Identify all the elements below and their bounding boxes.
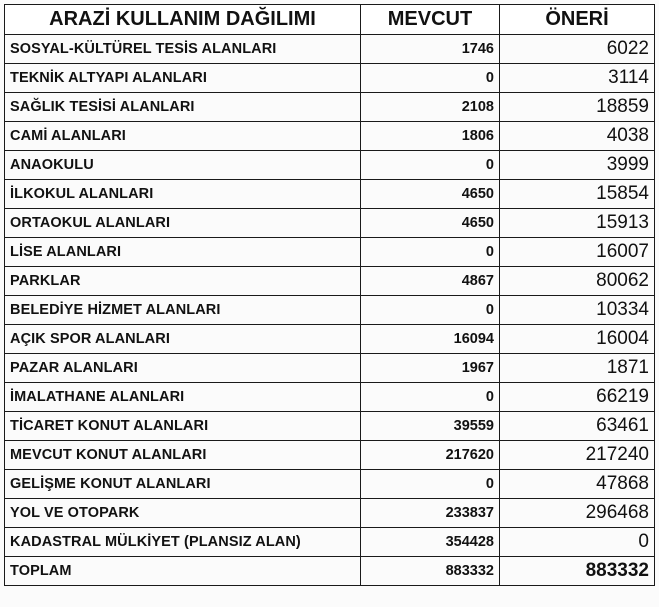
row-name: İLKOKUL ALANLARI [5, 180, 361, 209]
table-header-row [5, 5, 655, 35]
row-current: 2108 [361, 93, 500, 122]
row-name: TEKNİK ALTYAPI ALANLARI [5, 64, 361, 93]
row-current: 0 [361, 151, 500, 180]
row-name: TİCARET KONUT ALANLARI [5, 412, 361, 441]
table-row [5, 383, 655, 412]
table-row [5, 470, 655, 499]
table-body [5, 35, 655, 586]
table-row [5, 528, 655, 557]
row-current: 1746 [361, 35, 500, 64]
header-land-use: ARAZİ KULLANIM DAĞILIMI [5, 5, 361, 35]
row-proposed: 0 [500, 528, 655, 557]
row-current: 4650 [361, 180, 500, 209]
row-name: SAĞLIK TESİSİ ALANLARI [5, 93, 361, 122]
table-row [5, 412, 655, 441]
row-proposed: 4038 [500, 122, 655, 151]
table-row [5, 35, 655, 64]
row-current: 0 [361, 470, 500, 499]
table-row [5, 325, 655, 354]
table-row [5, 441, 655, 470]
row-proposed: 47868 [500, 470, 655, 499]
row-current: 1967 [361, 354, 500, 383]
row-proposed: 15913 [500, 209, 655, 238]
row-current: 217620 [361, 441, 500, 470]
row-current: 16094 [361, 325, 500, 354]
table-row [5, 296, 655, 325]
row-name: SOSYAL-KÜLTÜREL TESİS ALANLARI [5, 35, 361, 64]
header-proposed: ÖNERİ [500, 5, 655, 35]
row-current: 4650 [361, 209, 500, 238]
total-label: TOPLAM [5, 557, 361, 586]
row-name: PAZAR ALANLARI [5, 354, 361, 383]
row-current: 0 [361, 383, 500, 412]
table-row [5, 238, 655, 267]
row-proposed: 16004 [500, 325, 655, 354]
row-proposed: 15854 [500, 180, 655, 209]
table-row [5, 209, 655, 238]
row-proposed: 217240 [500, 441, 655, 470]
table-row [5, 180, 655, 209]
row-proposed: 16007 [500, 238, 655, 267]
table-row [5, 354, 655, 383]
header-current: MEVCUT [361, 5, 500, 35]
table-row [5, 267, 655, 296]
row-name: GELİŞME KONUT ALANLARI [5, 470, 361, 499]
row-name: ORTAOKUL ALANLARI [5, 209, 361, 238]
row-current: 0 [361, 238, 500, 267]
row-current: 354428 [361, 528, 500, 557]
total-proposed: 883332 [500, 557, 655, 586]
row-current: 0 [361, 64, 500, 93]
land-use-table [4, 4, 655, 586]
row-proposed: 66219 [500, 383, 655, 412]
row-name: CAMİ ALANLARI [5, 122, 361, 151]
row-proposed: 6022 [500, 35, 655, 64]
row-name: AÇIK SPOR ALANLARI [5, 325, 361, 354]
row-name: LİSE ALANLARI [5, 238, 361, 267]
table-row [5, 64, 655, 93]
row-current: 0 [361, 296, 500, 325]
row-proposed: 296468 [500, 499, 655, 528]
row-proposed: 80062 [500, 267, 655, 296]
row-current: 1806 [361, 122, 500, 151]
row-name: İMALATHANE ALANLARI [5, 383, 361, 412]
row-proposed: 10334 [500, 296, 655, 325]
row-name: PARKLAR [5, 267, 361, 296]
row-name: YOL VE OTOPARK [5, 499, 361, 528]
row-current: 233837 [361, 499, 500, 528]
total-current: 883332 [361, 557, 500, 586]
table-row [5, 499, 655, 528]
table-row [5, 151, 655, 180]
row-proposed: 18859 [500, 93, 655, 122]
row-name: BELEDİYE HİZMET ALANLARI [5, 296, 361, 325]
row-proposed: 3999 [500, 151, 655, 180]
table-row [5, 93, 655, 122]
row-proposed: 3114 [500, 64, 655, 93]
table-row [5, 122, 655, 151]
total-row [5, 557, 655, 586]
row-name: KADASTRAL MÜLKİYET (PLANSIZ ALAN) [5, 528, 361, 557]
row-name: ANAOKULU [5, 151, 361, 180]
row-current: 39559 [361, 412, 500, 441]
row-current: 4867 [361, 267, 500, 296]
row-proposed: 63461 [500, 412, 655, 441]
row-proposed: 1871 [500, 354, 655, 383]
row-name: MEVCUT KONUT ALANLARI [5, 441, 361, 470]
